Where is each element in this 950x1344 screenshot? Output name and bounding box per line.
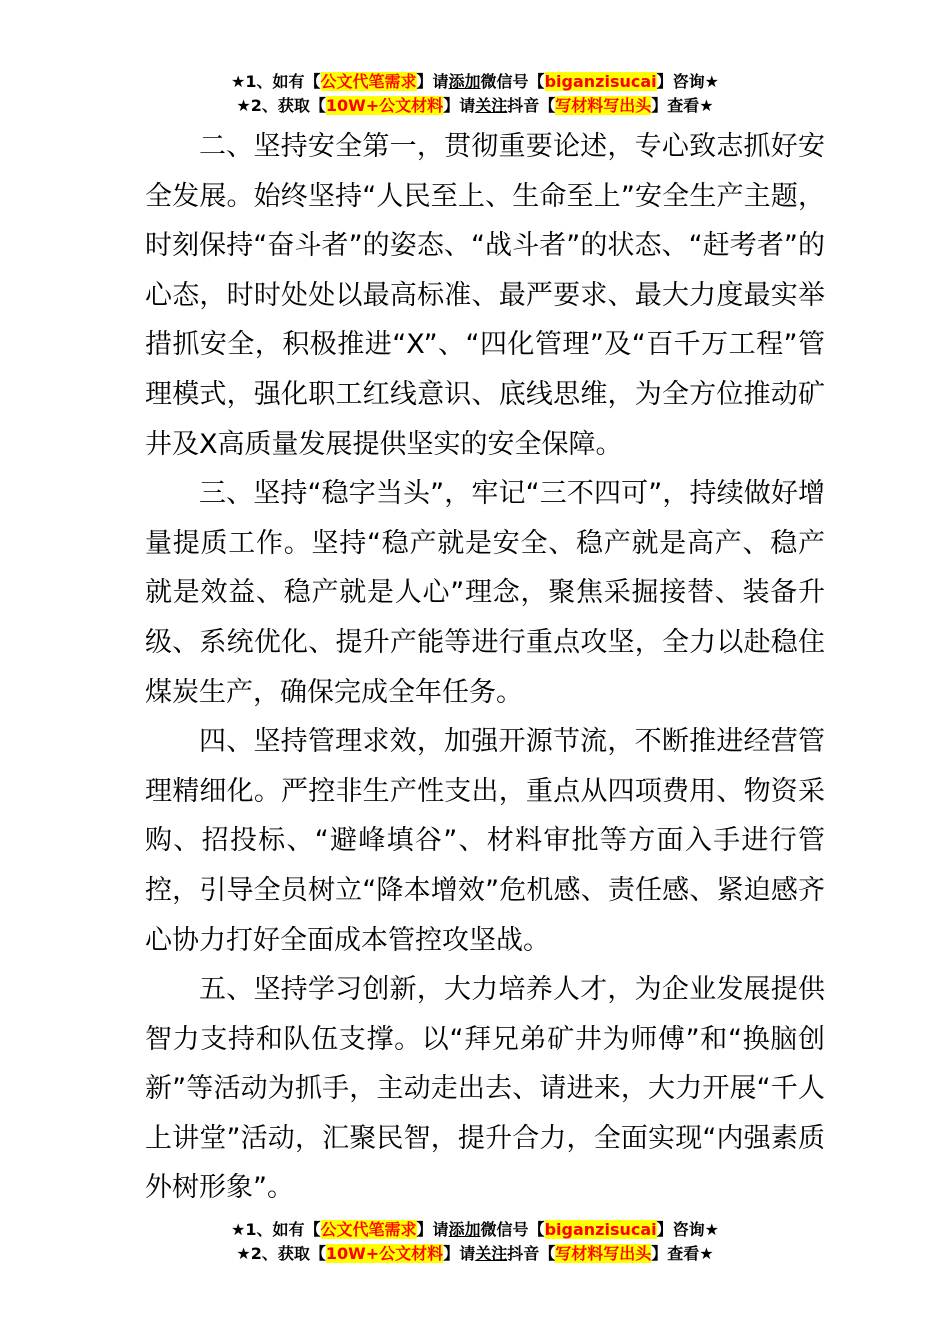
banner-line-2: ★2、获取【10W+公文材料】请关注抖音【写材料写出头】查看★ bbox=[236, 96, 714, 115]
paragraph-production: 三、坚持“稳字当头”，牢记“三不四可”，持续做好增量提质工作。坚持“稳产就是安全、稳产就是高产、稳产就是效益、稳产就是人心”理念，聚焦采掘接替、装备升级、系统优化、提升产能等进行重点攻坚，全力以赴稳住煤炭生产，确保完成全年任务。 bbox=[145, 478, 825, 708]
banner-line-1: ★1、如有【公文代笔需求】请添加微信号【biganzisucai】咨询★ bbox=[231, 72, 719, 91]
highlight-materials: 10W+公文材料 bbox=[325, 1244, 444, 1263]
banner-line-2: ★2、获取【10W+公文材料】请关注抖音【写材料写出头】查看★ bbox=[236, 1244, 714, 1263]
paragraph-safety: 二、坚持安全第一，贯彻重要论述，专心致志抓好安全发展。始终坚持“人民至上、生命至上”安全生产主题，时刻保持“奋斗者”的姿态、“战斗者”的状态、“赶考者”的心态，时时处处以最高标准、最严要求、最大力度最实举措抓安全，积极推进“X”、“四化管理”及“百千万工程”管理模式，强化职工红线意识、底线思维，为全方位推动矿井及X高质量发展提供坚实的安全保障。 bbox=[145, 131, 825, 460]
banner-line-1: ★1、如有【公文代笔需求】请添加微信号【biganzisucai】咨询★ bbox=[231, 1220, 719, 1239]
highlight-writing-service: 公文代笔需求 bbox=[320, 72, 417, 91]
header-banner bbox=[0, 70, 950, 118]
document-body bbox=[145, 122, 825, 1213]
highlight-douyin-account: 写材料写出头 bbox=[555, 1244, 652, 1263]
footer-banner bbox=[0, 1218, 950, 1266]
highlight-douyin-account: 写材料写出头 bbox=[555, 96, 652, 115]
paragraph-management: 四、坚持管理求效，加强开源节流，不断推进经营管理精细化。严控非生产性支出，重点从四项费用、物资采购、招投标、“避峰填谷”、材料审批等方面入手进行管控，引导全员树立“降本增效”危机感、责任感、紧迫感齐心协力打好全面成本管控攻坚战。 bbox=[145, 726, 825, 956]
paragraph-innovation: 五、坚持学习创新，大力培养人才，为企业发展提供智力支持和队伍支撑。以“拜兄弟矿井为师傅”和“换脑创新”等活动为抓手，主动走出去、请进来，大力开展“千人上讲堂”活动，汇聚民智，提升合力，全面实现“内强素质外树形象”。 bbox=[145, 974, 825, 1204]
highlight-wechat-id: biganzisucai bbox=[544, 72, 657, 91]
highlight-writing-service: 公文代笔需求 bbox=[320, 1220, 417, 1239]
highlight-wechat-id: biganzisucai bbox=[544, 1220, 657, 1239]
highlight-materials: 10W+公文材料 bbox=[325, 96, 444, 115]
